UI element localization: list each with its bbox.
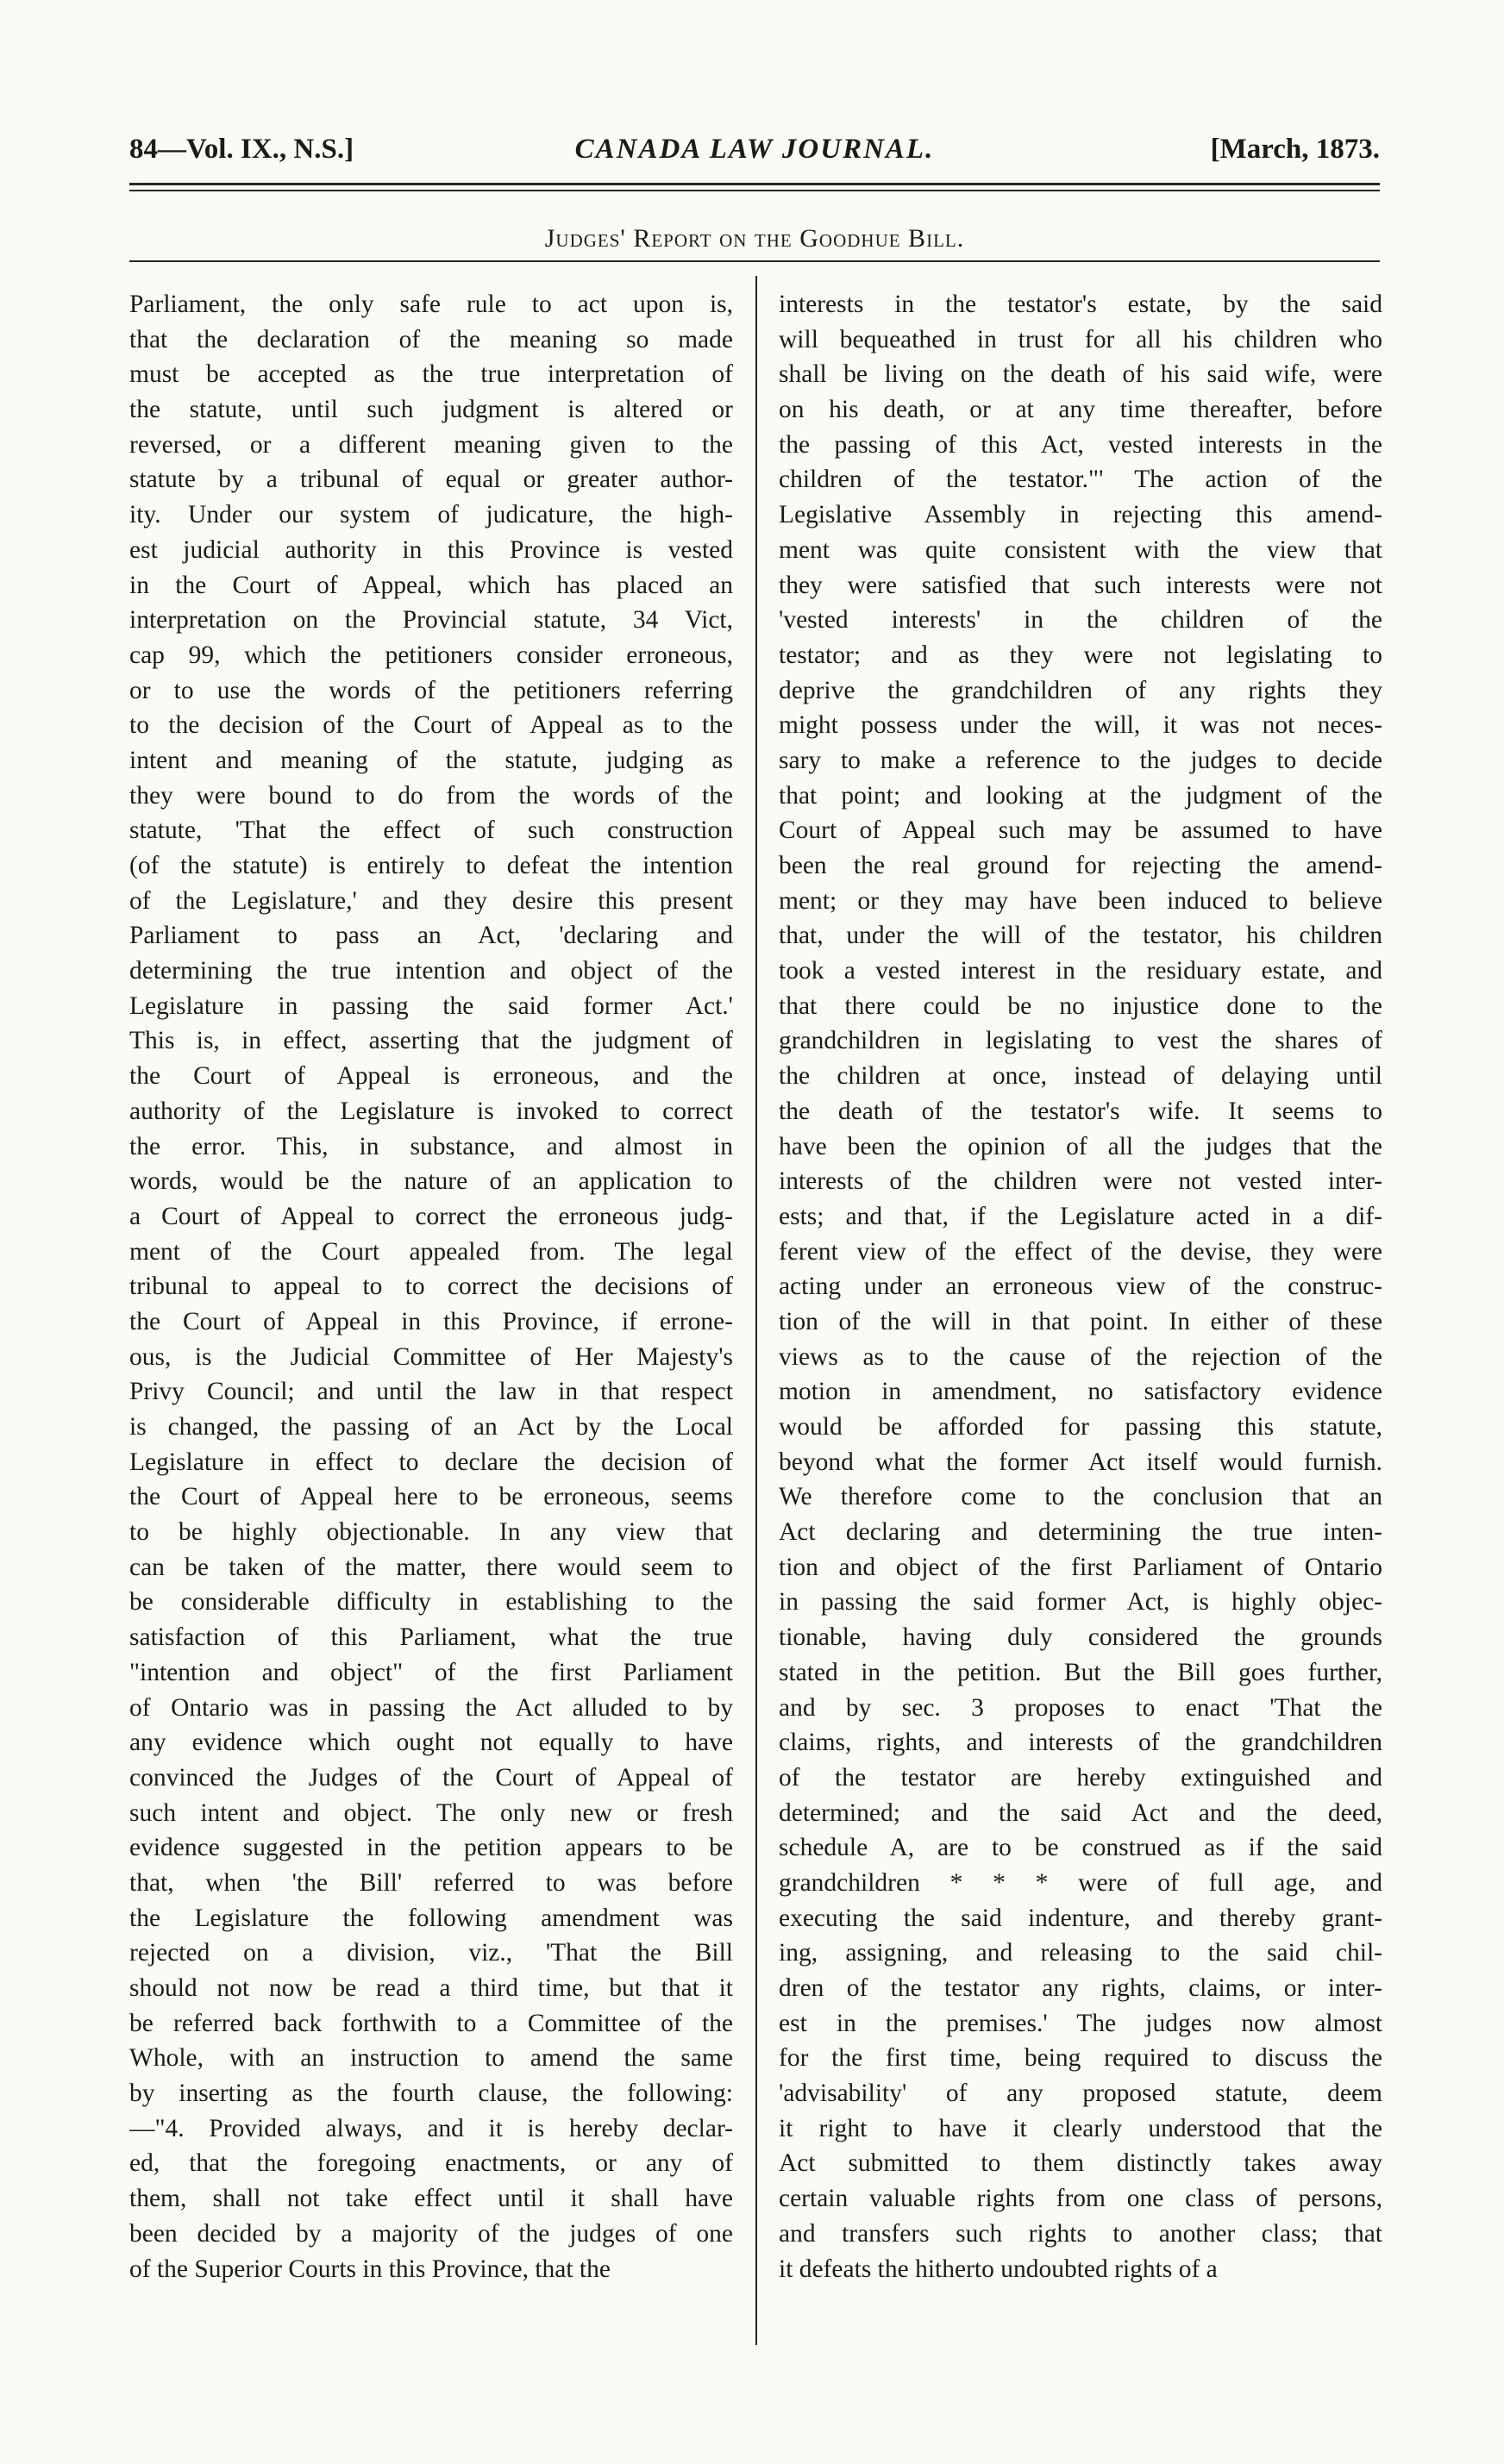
text-line: reversed, or a different meaning given to the <box>129 430 733 459</box>
text-line: Legislature in effect to declare the decision of <box>129 1448 733 1476</box>
text-line: on his death, or at any time thereafter, before <box>779 396 1382 424</box>
text-line: it right to have it clearly understood that the <box>779 2114 1382 2142</box>
text-line: convinced the Judges of the Court of Appeal of <box>129 1763 733 1792</box>
text-line: ment of the Court appealed from. The legal <box>129 1237 733 1266</box>
text-line: rejected on a division, viz., 'That the Bill <box>129 1939 733 1967</box>
text-line: executing the said indenture, and thereby grant- <box>779 1904 1382 1932</box>
text-line: took a vested interest in the residuary estate, and <box>779 957 1382 985</box>
text-line: interests of the children were not vested inter- <box>779 1167 1382 1196</box>
text-line: of the testator are hereby extinguished and <box>779 1763 1382 1792</box>
text-line: views as to the cause of the rejection of the <box>779 1342 1382 1371</box>
volume-page-label: 84—Vol. IX., N.S.] <box>129 134 354 165</box>
text-line: We therefore come to the conclusion that an <box>779 1483 1382 1511</box>
text-line: the Legislature the following amendment was <box>129 1904 733 1932</box>
text-line: the Court of Appeal here to be erroneous, seems <box>129 1483 733 1511</box>
text-line: to be highly objectionable. In any view that <box>129 1518 733 1547</box>
text-line: the statute, until such judgment is altered or <box>129 396 733 424</box>
text-line: Act submitted to them distinctly takes away <box>779 2149 1382 2178</box>
text-line: schedule A, are to be construed as if the said <box>779 1834 1382 1862</box>
text-line: of Ontario was in passing the Act alluded to by <box>129 1693 733 1722</box>
text-line: will bequeathed in trust for all his children who <box>779 325 1382 353</box>
text-line: est judicial authority in this Province is vested <box>129 535 733 564</box>
text-line: for the first time, being required to discuss the <box>779 2044 1382 2073</box>
text-line: would be afforded for passing this statute, <box>779 1413 1382 1441</box>
text-line: interests in the testator's estate, by the said <box>779 291 1382 318</box>
column-divider <box>755 276 757 2345</box>
text-line: words, would be the nature of an application to <box>129 1167 733 1196</box>
text-line: shall be living on the death of his said wife, were <box>779 360 1382 389</box>
text-line: ous, is the Judicial Committee of Her Majesty's <box>129 1342 733 1371</box>
text-line: dren of the testator any rights, claims, or inter- <box>779 1974 1382 2002</box>
text-line: "intention and object" of the first Parliament <box>129 1658 733 1686</box>
text-line: determining the true intention and object of the <box>129 957 733 985</box>
text-line: tionable, having duly considered the grounds <box>779 1623 1382 1652</box>
text-line: have been the opinion of all the judges that the <box>779 1132 1382 1160</box>
text-line: by inserting as the fourth clause, the following: <box>129 2079 733 2108</box>
running-head <box>129 134 1380 177</box>
text-line: that point; and looking at the judgment of the <box>779 781 1382 810</box>
text-line: Parliament to pass an Act, 'declaring and <box>129 922 733 950</box>
text-line: ferent view of the effect of the devise, they were <box>779 1237 1382 1266</box>
text-line: of the Legislature,' and they desire this present <box>129 886 733 915</box>
text-line: such intent and object. The only new or fresh <box>129 1798 733 1827</box>
text-line: deprive the grandchildren of any rights they <box>779 676 1382 704</box>
text-line: that there could be no injustice done to the <box>779 991 1382 1020</box>
text-line: must be accepted as the true interpretation of <box>129 360 733 389</box>
text-line: certain valuable rights from one class of persons, <box>779 2185 1382 2213</box>
text-line: that, when 'the Bill' referred to was before <box>129 1868 733 1897</box>
text-line: should not now be read a third time, but that it <box>129 1974 733 2002</box>
text-line: 'advisability' of any proposed statute, deem <box>779 2079 1382 2108</box>
text-line: the passing of this Act, vested interests in the <box>779 430 1382 459</box>
text-line: intent and meaning of the statute, judging as <box>129 746 733 774</box>
text-line: the children at once, instead of delaying until <box>779 1062 1382 1091</box>
right-column <box>779 287 1382 2286</box>
left-column <box>129 287 733 2286</box>
text-line: ity. Under our system of judicature, the high- <box>129 501 733 529</box>
text-line: claims, rights, and interests of the grandchildren <box>779 1729 1382 1757</box>
text-line: est in the premises.' The judges now almost <box>779 2009 1382 2037</box>
text-line: tion and object of the first Parliament of Ontario <box>779 1553 1382 1581</box>
text-line: ed, that the foregoing enactments, or any of <box>129 2149 733 2178</box>
text-line: cap 99, which the petitioners consider erroneous, <box>129 641 733 669</box>
text-line: tribunal to appeal to to correct the decisions of <box>129 1273 733 1301</box>
text-line: grandchildren in legislating to vest the shares of <box>779 1027 1382 1055</box>
text-line: or to use the words of the petitioners referring <box>129 676 733 704</box>
text-line: beyond what the former Act itself would furnish. <box>779 1448 1382 1476</box>
text-line: 'vested interests' in the children of the <box>779 606 1382 635</box>
text-line: and transfers such rights to another class; that <box>779 2219 1382 2248</box>
text-line: Legislative Assembly in rejecting this amend- <box>779 501 1382 529</box>
text-line: be referred back forthwith to a Committee of the <box>129 2009 733 2037</box>
text-line: ests; and that, if the Legislature acted in a dif- <box>779 1202 1382 1230</box>
header-double-rule-top <box>129 183 1380 185</box>
text-line: testator; and as they were not legislating to <box>779 641 1382 669</box>
text-line: satisfaction of this Parliament, what the true <box>129 1623 733 1652</box>
text-line: they were satisfied that such interests were not <box>779 571 1382 599</box>
text-line: Whole, with an instruction to amend the same <box>129 2044 733 2073</box>
section-title: Judges' Report on the Goodhue Bill. <box>544 224 965 253</box>
text-line: ing, assigning, and releasing to the said chil- <box>779 1939 1382 1967</box>
text-line: grandchildren * * * were of full age, and <box>779 1868 1382 1897</box>
text-line: might possess under the will, it was not neces- <box>779 711 1382 740</box>
text-line: that the declaration of the meaning so made <box>129 325 733 353</box>
text-line: children of the testator."' The action of the <box>779 466 1382 494</box>
text-line: of the Superior Courts in this Province, that the <box>129 2254 611 2283</box>
text-line: been decided by a majority of the judges of one <box>129 2219 733 2248</box>
text-line: Court of Appeal such may be assumed to have <box>779 816 1382 845</box>
text-line: motion in amendment, no satisfactory evidence <box>779 1378 1382 1406</box>
text-line: This is, in effect, asserting that the judgment of <box>129 1027 733 1055</box>
text-line: authority of the Legislature is invoked to correct <box>129 1097 733 1125</box>
section-rule <box>129 260 1380 262</box>
text-line: Parliament, the only safe rule to act upon is, <box>129 291 733 318</box>
text-line: in passing the said former Act, is highly objec- <box>779 1588 1382 1617</box>
text-line: tion of the will in that point. In either of these <box>779 1307 1382 1335</box>
text-line: and by sec. 3 proposes to enact 'That the <box>779 1693 1382 1722</box>
text-line: the error. This, in substance, and almost in <box>129 1132 733 1160</box>
text-line: it defeats the hitherto undoubted rights of a <box>779 2254 1218 2283</box>
journal-title: CANADA LAW JOURNAL. <box>574 134 935 165</box>
text-line: that, under the will of the testator, his children <box>779 922 1382 950</box>
text-line: Legislature in passing the said former Act.' <box>129 991 733 1020</box>
text-line: statute, 'That the effect of such construction <box>129 816 733 845</box>
text-line: stated in the petition. But the Bill goes further, <box>779 1658 1382 1686</box>
text-line: the death of the testator's wife. It seems to <box>779 1097 1382 1125</box>
text-line: (of the statute) is entirely to defeat the intention <box>129 852 733 879</box>
text-line: them, shall not take effect until it shall have <box>129 2185 733 2213</box>
text-line: the Court of Appeal is erroneous, and the <box>129 1062 733 1091</box>
text-line: determined; and the said Act and the deed, <box>779 1798 1382 1827</box>
text-line: —"4. Provided always, and it is hereby declar- <box>129 2114 733 2142</box>
issue-date: [March, 1873. <box>1210 134 1380 165</box>
text-line: in the Court of Appeal, which has placed an <box>129 571 733 599</box>
text-line: a Court of Appeal to correct the erroneous judg- <box>129 1202 733 1230</box>
text-line: to the decision of the Court of Appeal as to the <box>129 711 733 740</box>
text-line: is changed, the passing of an Act by the Local <box>129 1413 733 1441</box>
text-line: evidence suggested in the petition appears to be <box>129 1834 733 1862</box>
text-line: ment; or they may have been induced to believe <box>779 886 1382 915</box>
text-line: interpretation on the Provincial statute, 34 Vict, <box>129 606 733 635</box>
text-line: any evidence which ought not equally to have <box>129 1729 733 1757</box>
text-line: the Court of Appeal in this Province, if errone- <box>129 1307 733 1335</box>
text-line: they were bound to do from the words of the <box>129 781 733 810</box>
text-line: can be taken of the matter, there would seem to <box>129 1553 733 1581</box>
text-line: Act declaring and determining the true inten- <box>779 1518 1382 1547</box>
text-line: Privy Council; and until the law in that respect <box>129 1378 733 1406</box>
text-line: ment was quite consistent with the view that <box>779 535 1382 564</box>
text-line: been the real ground for rejecting the amend- <box>779 852 1382 879</box>
text-line: sary to make a reference to the judges to decide <box>779 746 1382 774</box>
text-line: be considerable difficulty in establishing to the <box>129 1588 733 1617</box>
text-line: statute by a tribunal of equal or greater author- <box>129 466 733 494</box>
header-double-rule-bottom <box>129 190 1380 191</box>
text-line: acting under an erroneous view of the construc- <box>779 1273 1382 1301</box>
